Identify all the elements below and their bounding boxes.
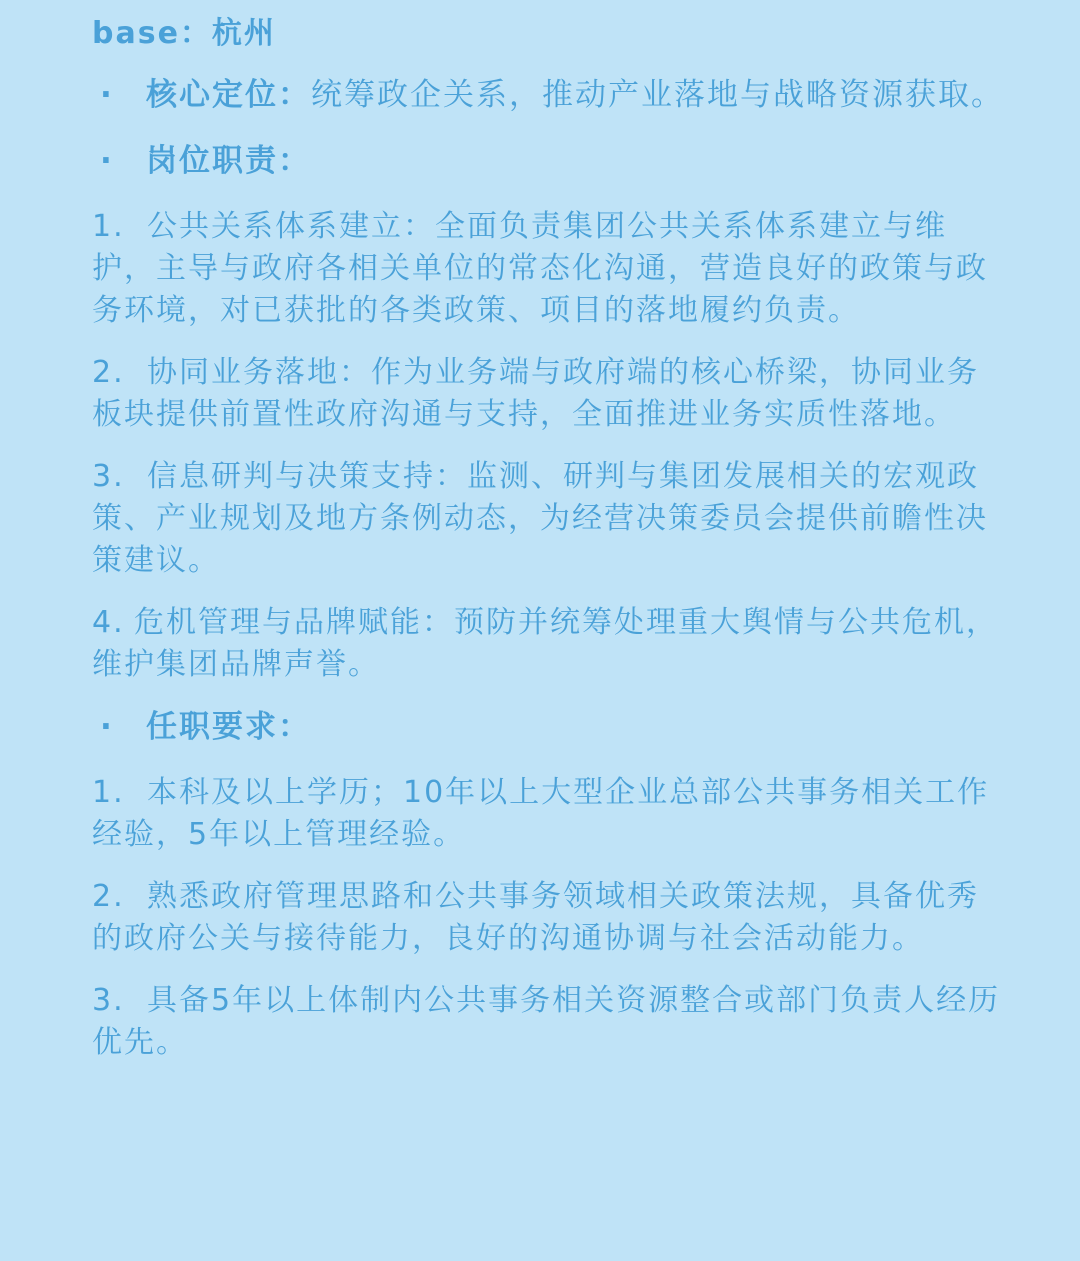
duties-heading xyxy=(92,140,1010,182)
bullet-icon: · xyxy=(100,709,114,745)
duty-number: 3. xyxy=(92,459,125,494)
duty-item xyxy=(92,602,1010,686)
core-position-text: 统筹政企关系，推动产业落地与战略资源获取。 xyxy=(311,77,1004,113)
duty-item xyxy=(92,456,1010,582)
requirement-item xyxy=(92,772,1010,856)
requirements-title: 任职要求： xyxy=(146,709,311,745)
requirement-item xyxy=(92,980,1010,1064)
base-location: base：杭州 xyxy=(92,16,276,51)
duty-text: 协同业务落地：作为业务端与政府端的核心桥梁，协同业务板块提供前置性政府沟通与支持，全面推进业务实质性落地。 xyxy=(92,355,979,432)
duty-text: 公共关系体系建立：全面负责集团公共关系体系建立与维护，主导与政府各相关单位的常态化沟通，营造良好的政策与政务环境，对已获批的各类政策、项目的落地履约负责。 xyxy=(92,209,988,328)
bullet-icon: · xyxy=(100,143,114,179)
duty-number: 1. xyxy=(92,209,125,244)
core-position-content xyxy=(146,74,1004,116)
core-position-section xyxy=(92,74,1010,116)
duties-title: 岗位职责： xyxy=(146,143,311,179)
duty-item xyxy=(92,206,1010,332)
duty-text: 危机管理与品牌赋能：预防并统筹处理重大舆情与公共危机，维护集团品牌声誉。 xyxy=(92,605,998,682)
core-position-label: 核心定位： xyxy=(146,77,311,113)
requirement-text: 具备5年以上体制内公共事务相关资源整合或部门负责人经历优先。 xyxy=(92,983,1001,1060)
requirements-heading xyxy=(92,706,1010,748)
duty-number: 2. xyxy=(92,355,125,390)
requirement-number: 3. xyxy=(92,983,125,1018)
requirement-item xyxy=(92,876,1010,960)
duty-number: 4. xyxy=(92,605,125,640)
requirement-number: 1. xyxy=(92,775,125,810)
duty-text: 信息研判与决策支持：监测、研判与集团发展相关的宏观政策、产业规划及地方条例动态，为经营决策委员会提供前瞻性决策建议。 xyxy=(92,459,988,578)
requirement-text: 熟悉政府管理思路和公共事务领域相关政策法规，具备优秀的政府公关与接待能力，良好的沟通协调与社会活动能力。 xyxy=(92,879,979,956)
requirement-number: 2. xyxy=(92,879,125,914)
bullet-icon: · xyxy=(100,77,114,113)
requirement-text: 本科及以上学历；10年以上大型企业总部公共事务相关工作经验，5年以上管理经验。 xyxy=(92,775,990,852)
duty-item xyxy=(92,352,1010,436)
